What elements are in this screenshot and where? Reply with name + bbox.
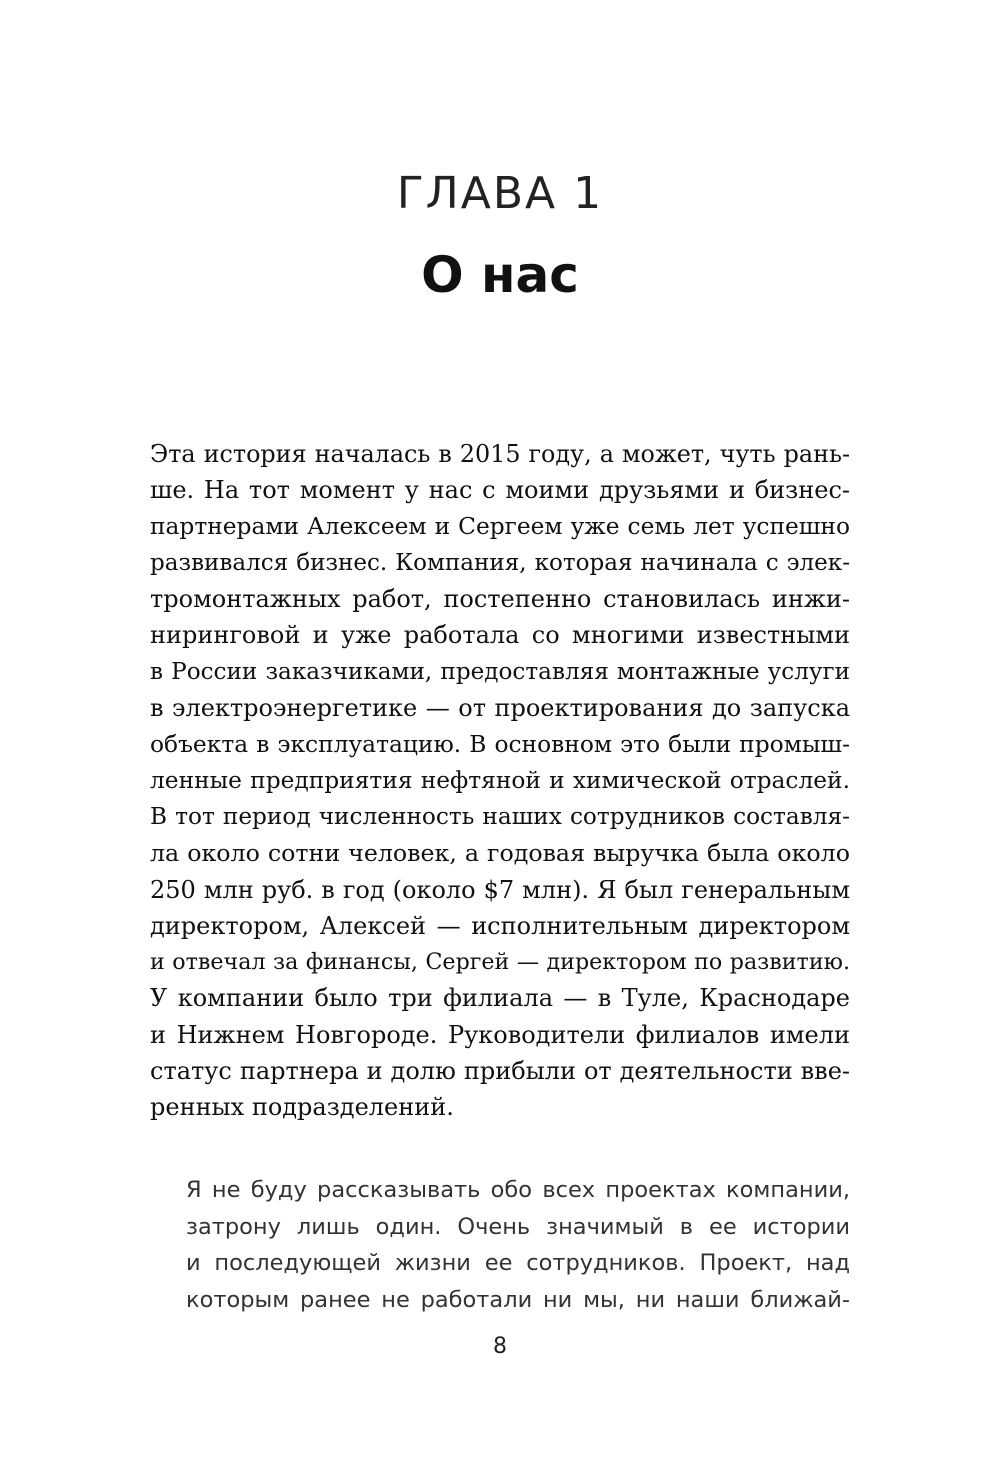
body-line: и Нижнем Новгороде. Руководители филиалов имели	[150, 1020, 850, 1049]
body-paragraph	[150, 436, 850, 1126]
body-line: 250 млн руб. в год (около $7 млн). Я был генеральным	[150, 875, 850, 904]
body-line: ниринговой и уже работала со многими известными	[150, 621, 850, 650]
body-line: развивался бизнес. Компания, которая начинала с элек-	[150, 549, 850, 576]
body-line: тромонтажных работ, постепенно становилась инжи-	[150, 585, 850, 614]
body-line: У компании было три филиала — в Туле, Краснодаре	[150, 984, 850, 1013]
inset-line: и последующей жизни ее сотрудников. Проект, над	[186, 1250, 850, 1276]
body-line: ше. На тот момент у нас с моими друзьями и бизнес-	[150, 476, 850, 505]
body-line: ленные предприятия нефтяной и химической отраслей.	[150, 766, 850, 794]
body-line: директором, Алексей — исполнительным директором	[150, 911, 850, 940]
chapter-title: О нас	[421, 246, 579, 304]
inset-line: Я не буду рассказывать обо всех проектах компании,	[186, 1177, 850, 1203]
body-line: в России заказчиками, предоставляя монтажные услуги	[150, 658, 850, 685]
body-line: ла около сотни человек, а годовая выручка была около	[150, 839, 850, 868]
body-line: в электроэнергетике — от проектирования до запуска	[150, 694, 850, 723]
body-line: Эта история началась в 2015 году, а может, чуть рань-	[150, 440, 850, 468]
chapter-label: ГЛАВА 1	[396, 168, 604, 219]
inset-line: затрону лишь один. Очень значимый в ее истории	[186, 1213, 850, 1240]
body-line: и отвечал за финансы, Сергей — директором по развитию.	[150, 949, 850, 976]
body-line: ренных подразделений.	[150, 1093, 454, 1122]
body-line: статус партнера и долю прибыли от деятельности вве-	[150, 1057, 850, 1086]
body-line: В тот период численность наших сотрудников составля-	[150, 802, 850, 830]
body-line: объекта в эксплуатацию. В основном это были промыш-	[150, 730, 850, 759]
page-number: 8	[493, 1334, 507, 1359]
inset-line: которым ранее не работали ни мы, ни наши ближай-	[186, 1286, 850, 1313]
inset-paragraph	[186, 1172, 850, 1318]
body-line: партнерами Алексеем и Сергеем уже семь лет успешно	[150, 512, 850, 540]
